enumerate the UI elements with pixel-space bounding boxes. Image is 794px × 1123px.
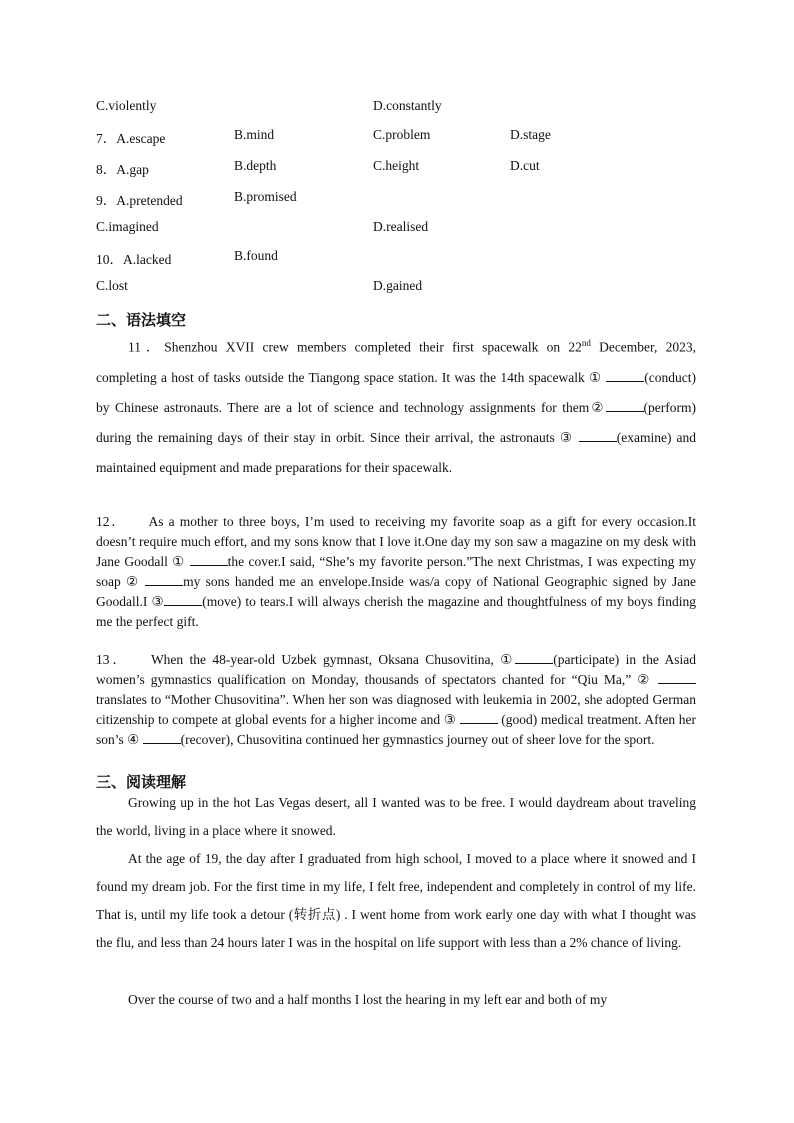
reading-paragraph-1: Growing up in the hot Las Vegas desert, all I wanted was to be free. I would daydream about traveling the world, living in a place where it snowed. [96,795,696,838]
option-9a: 9．A.pretended [96,193,183,208]
answer-blank[interactable] [606,399,644,412]
option-9b: D.realised [373,219,429,234]
question-11: 11．Shenzhou XVII crew members completed their first spacewalk on 22nd December, 2023, completing a host of tasks outside the Tiangong space station. It was the 14th spacewalk ① (conduct) by Chinese astronauts. There are a lot of science and technology assignments for them② (perform) during the remaining days of their stay in orbit. Since their arrival, the astronauts ③ (examine) and maintained equipment and made preparations for their spacewalk. [96,338,696,475]
option-10a: 10．A.lacked [96,252,172,267]
option-6b: D.constantly [373,98,442,113]
section-heading-grammar: 二、语法填空 [96,311,187,329]
option-9a: B.promised [234,189,297,204]
question-number: 13． [96,652,129,667]
answer-blank[interactable] [579,429,617,442]
section-heading-reading: 三、阅读理解 [96,773,187,791]
answer-blank[interactable] [164,593,202,606]
option-7: D.stage [510,127,551,142]
answer-blank[interactable] [143,731,181,744]
answer-blank[interactable] [658,671,696,684]
option-9b: C.imagined [96,219,159,234]
answer-blank[interactable] [515,651,553,664]
question-12: 12． As a mother to three boys, I’m used to receiving my favorite soap as a gift for every occasion.It doesn’t require much effort, and my sons know that I love it.One day my son saw a magazine on my desk with Jane Goodall ① the cover.I said, “She’s my favorite person.”The next Christmas, I was expecting my soap ② my sons handed me an envelope.Inside was/a copy of National Geographic signed by Jane Goodall.I ③ (move) to tears.I will always cherish the magazine and thoughtfulness of my boys finding me the perfect gift. [96,514,696,629]
option-6b: C.violently [96,98,157,113]
option-10a: B.found [234,248,278,263]
reading-paragraph-2: At the age of 19, the day after I graduated from high school, I moved to a place where it snowed and I found my dream job. For the first time in my life, I felt free, independent and completely in control of my life. That is, until my life took a detour (转折点) . I went home from work early one day with what I thought was the flu, and less than 24 hours later I was in the hospital on life support with less than a 2% chance of living. [96,851,696,950]
option-7: C.problem [373,127,431,142]
option-7: 7．A.escape [96,131,166,146]
question-number: 12． [96,514,127,529]
option-7: B.mind [234,127,275,142]
answer-blank[interactable] [190,553,228,566]
option-10b: D.gained [373,278,423,293]
answer-blank[interactable] [460,711,498,724]
option-8: D.cut [510,158,540,173]
reading-paragraph-3: Over the course of two and a half months I lost the hearing in my left ear and both of my [128,992,608,1007]
option-8: C.height [373,158,420,173]
option-8: 8．A.gap [96,162,149,177]
option-10b: C.lost [96,278,128,293]
answer-blank[interactable] [145,573,183,586]
option-8: B.depth [234,158,277,173]
question-13: 13． When the 48-year-old Uzbek gymnast, Oksana Chusovitina, ① (participate) in the Asiad women’s gymnastics qualification on Monday, thousands of spectators chanted for “Qiu Ma,” ② translates to “Mother Chusovitina”. When her son was diagnosed with leukemia in 2002, she adopted German citizenship to compete at global events for a higher income and ③ (good) medical treatment. Aften her son’s ④ (recover), Chusovitina continued her gymnastics journey out of sheer love for the sport. [96,652,697,747]
question-number: 11． [128,339,165,355]
answer-blank[interactable] [606,369,644,382]
